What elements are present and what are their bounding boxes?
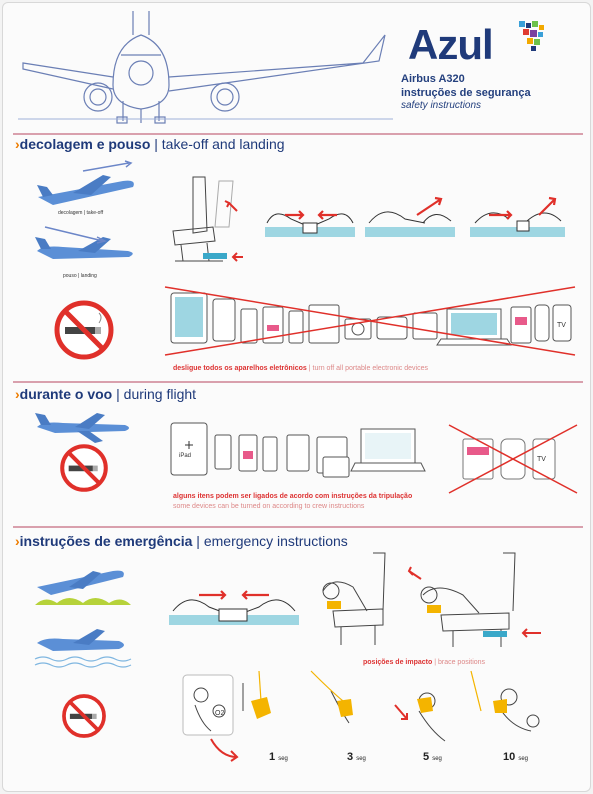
no-smoking-icon — [53, 299, 115, 361]
landing-plane-icon — [33, 225, 143, 269]
step-count-5: 5 seg — [423, 751, 442, 763]
devices-note-off: desligue todos os aparelhos eletrônicos | turn off all portable electronic devices — [173, 365, 428, 372]
belt-release-illustration — [169, 575, 299, 637]
water-emergency-plane-icon — [33, 623, 133, 673]
devices-note-allowed-pt: alguns itens podem ser ligados de acordo com instruções da tripulação — [173, 493, 413, 500]
section-title-emergency: ›instruções de emergência | emergency instructions — [15, 533, 348, 549]
brand-logo: Azul — [408, 21, 493, 68]
seatbelt-fasten-illustration — [265, 193, 565, 253]
seat-upright-illustration — [163, 171, 253, 271]
brace-position-caption: posições de impacto | brace positions — [363, 659, 486, 666]
land-emergency-plane-icon — [33, 563, 133, 613]
section-title-takeoff: ›decolagem e pouso | take-off and landing — [15, 136, 285, 152]
takeoff-plane-icon — [33, 161, 143, 207]
aircraft-model: Airbus A320 — [401, 73, 465, 85]
card-subtitle-en: safety instructions — [401, 100, 482, 111]
prohibited-devices-inflight — [449, 425, 577, 493]
divider-line — [13, 526, 583, 528]
brace-position-illustration — [313, 551, 581, 651]
allowed-devices-row — [167, 421, 427, 485]
logo-mosaic-icon — [517, 19, 557, 55]
landing-label: pouso | landing — [63, 273, 97, 279]
electronic-devices-row — [165, 287, 575, 355]
divider-line — [13, 381, 583, 383]
takeoff-label: decolagem | take-off — [58, 210, 104, 216]
tv-label-2: TV — [537, 456, 546, 463]
oxygen-label: O2 — [215, 710, 225, 717]
step-count-10: 10 seg — [503, 751, 528, 763]
step-count-1: 1 seg — [269, 751, 288, 763]
no-smoking-icon — [59, 443, 109, 493]
step-count-3: 3 seg — [347, 751, 366, 763]
tablet-label: iPad — [179, 453, 192, 459]
aircraft-front-illustration — [13, 5, 393, 125]
divider-line — [13, 133, 583, 135]
no-smoking-icon — [61, 693, 107, 739]
card-subtitle: instruções de segurança — [401, 87, 531, 99]
tv-label-1: TV — [557, 322, 566, 329]
devices-note-allowed-en: some devices can be turned on according to crew instructions — [173, 503, 365, 510]
section-title-flight: ›durante o voo | during flight — [15, 386, 197, 402]
cruise-plane-icon — [33, 411, 133, 445]
safety-card — [2, 2, 591, 792]
